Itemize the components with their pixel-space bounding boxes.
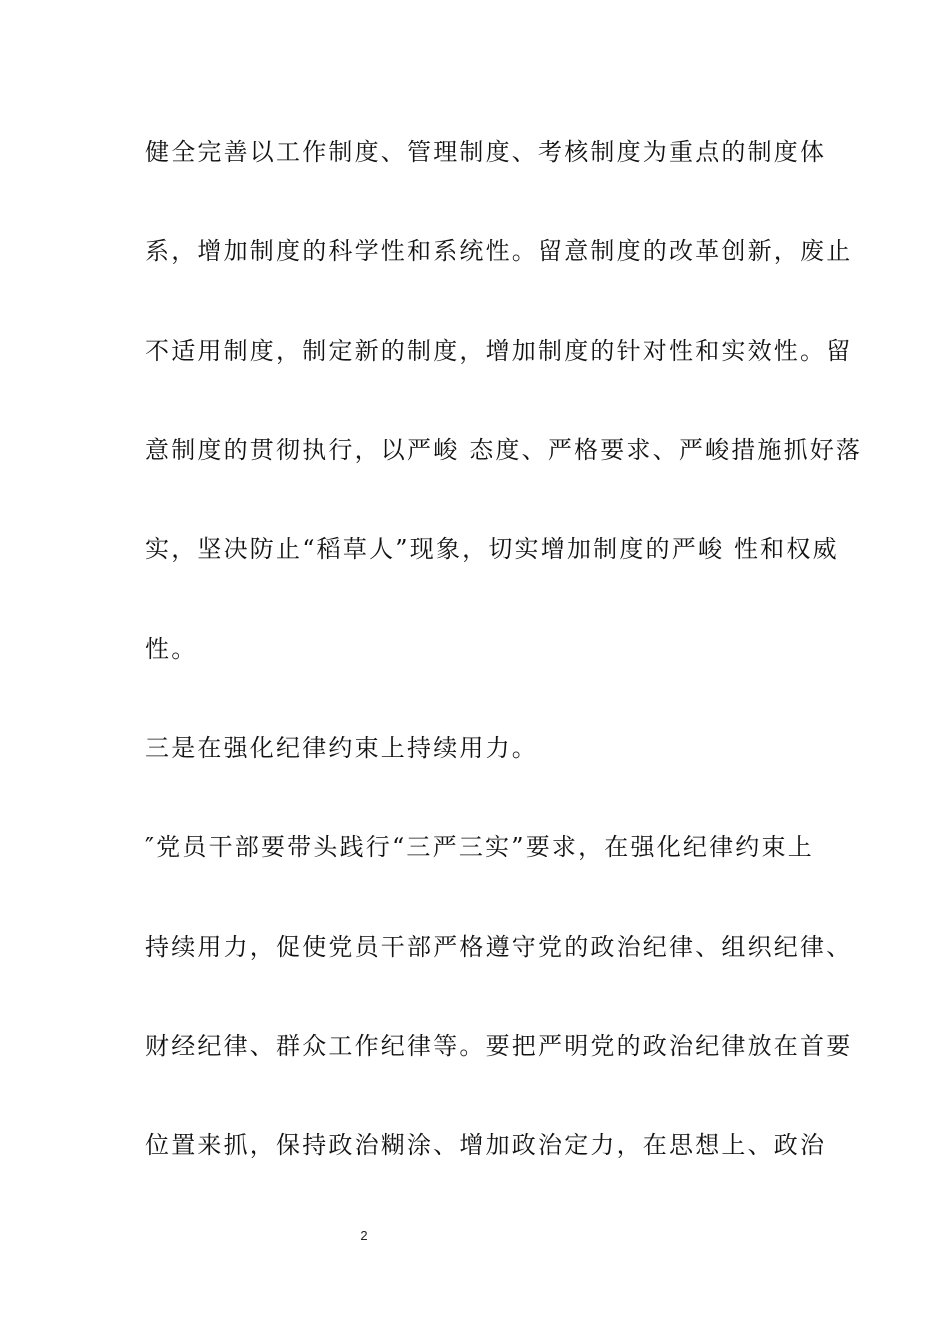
body-text-line: 财经纪律、群众工作纪律等。要把严明党的政治纪律放在首要: [145, 1032, 853, 1060]
page-number: 2: [360, 1228, 368, 1243]
body-text-line: 持续用力，促使党员干部严格遵守党的政治纪律、组织纪律、: [145, 933, 853, 961]
body-text-line: 系，增加制度的科学性和系统性。留意制度的改革创新，废止: [145, 237, 853, 265]
body-text-line: ″党员干部要带头践行“三严三实”要求，在强化纪律约束上: [145, 833, 814, 861]
body-text-line: 不适用制度，制定新的制度，增加制度的针对性和实效性。留: [145, 337, 853, 365]
body-text-line: 位置来抓，保持政治糊涂、增加政治定力，在思想上、政治: [145, 1131, 827, 1159]
body-text-line: 健全完善以工作制度、管理制度、考核制度为重点的制度体: [145, 138, 827, 166]
body-text-line: 实，坚决防止“稻草人”现象，切实增加制度的严峻 性和权威: [145, 535, 839, 563]
body-text-line: 性。: [145, 635, 198, 663]
section-heading: 三是在强化纪律约束上持续用力。: [145, 734, 538, 762]
body-text-line: 意制度的贯彻执行，以严峻 态度、严格要求、严峻措施抓好落: [145, 436, 863, 464]
